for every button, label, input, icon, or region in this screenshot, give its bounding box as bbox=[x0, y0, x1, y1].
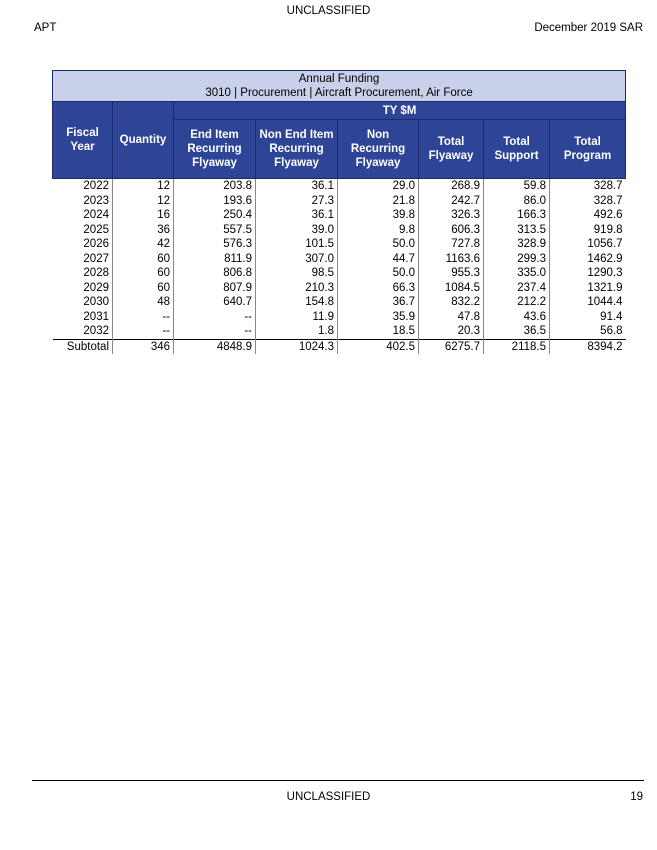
cell-fiscal-year: 2029 bbox=[83, 281, 109, 294]
program-name: APT bbox=[34, 22, 57, 34]
cell-total-program: 1321.9 bbox=[550, 281, 626, 296]
cell-fiscal-year: 2024 bbox=[83, 209, 109, 222]
cell-total-program: 1056.7 bbox=[550, 237, 626, 252]
cell-total-flyaway: 955.3 bbox=[419, 266, 484, 281]
table-row bbox=[53, 281, 626, 296]
table-row bbox=[53, 179, 626, 194]
cell-total-program: 328.7 bbox=[550, 179, 626, 194]
cell-total-program: 1462.9 bbox=[550, 252, 626, 267]
cell-end-item-recurring-flyaway: 811.9 bbox=[174, 252, 256, 267]
cell-end-item-recurring-flyaway: 640.7 bbox=[174, 295, 256, 310]
cell-non-recurring-flyaway: 66.3 bbox=[338, 281, 419, 296]
cell-fiscal-year: 2028 bbox=[83, 267, 109, 280]
cell-fiscal-year: 2027 bbox=[83, 252, 109, 265]
cell-non-recurring-flyaway: 50.0 bbox=[338, 237, 419, 252]
cell-quantity: 42 bbox=[113, 237, 174, 252]
cell-end-item-recurring-flyaway: 250.4 bbox=[174, 208, 256, 223]
column-header-fiscal-year: Fiscal Year bbox=[53, 102, 113, 179]
cell-non-recurring-flyaway: 9.8 bbox=[338, 223, 419, 238]
table-title-row bbox=[53, 71, 626, 88]
table-row bbox=[53, 324, 626, 339]
subtotal-quantity: 346 bbox=[113, 339, 174, 354]
cell-total-flyaway: 1084.5 bbox=[419, 281, 484, 296]
subtotal-total-program: 8394.2 bbox=[550, 339, 626, 354]
table-row bbox=[53, 252, 626, 267]
footer-divider bbox=[32, 780, 644, 781]
cell-total-support: 328.9 bbox=[484, 237, 550, 252]
table-title: Annual Funding bbox=[53, 71, 626, 88]
cell-quantity: -- bbox=[113, 324, 174, 339]
cell-total-support: 313.5 bbox=[484, 223, 550, 238]
column-header-end-item-recurring-flyaway: End Item Recurring Flyaway bbox=[174, 120, 256, 179]
cell-total-program: 1044.4 bbox=[550, 295, 626, 310]
column-header-non-recurring-flyaway: Non Recurring Flyaway bbox=[338, 120, 419, 179]
subtotal-end-item-recurring-flyaway: 4848.9 bbox=[174, 339, 256, 354]
table-row bbox=[53, 237, 626, 252]
cell-total-support: 237.4 bbox=[484, 281, 550, 296]
currency-header: TY $M bbox=[174, 102, 626, 120]
cell-quantity: 60 bbox=[113, 281, 174, 296]
cell-non-end-item-recurring-flyaway: 36.1 bbox=[256, 179, 338, 194]
cell-total-flyaway: 606.3 bbox=[419, 223, 484, 238]
top-classification-marking: UNCLASSIFIED bbox=[286, 5, 371, 17]
cell-quantity: 12 bbox=[113, 194, 174, 209]
cell-total-flyaway: 832.2 bbox=[419, 295, 484, 310]
cell-non-recurring-flyaway: 44.7 bbox=[338, 252, 419, 267]
cell-end-item-recurring-flyaway: 203.8 bbox=[174, 179, 256, 194]
cell-fiscal-year: 2025 bbox=[83, 223, 109, 236]
table-row bbox=[53, 223, 626, 238]
cell-total-flyaway: 1163.6 bbox=[419, 252, 484, 267]
cell-non-recurring-flyaway: 35.9 bbox=[338, 310, 419, 325]
cell-quantity: 36 bbox=[113, 223, 174, 238]
subtotal-total-support: 2118.5 bbox=[484, 339, 550, 354]
cell-total-flyaway: 20.3 bbox=[419, 324, 484, 339]
column-header-non-end-item-recurring-flyaway: Non End Item Recurring Flyaway bbox=[256, 120, 338, 179]
subtotal-non-end-item-recurring-flyaway: 1024.3 bbox=[256, 339, 338, 354]
column-header-total-program: Total Program bbox=[550, 120, 626, 179]
table-subtitle-row bbox=[53, 87, 626, 102]
cell-end-item-recurring-flyaway: 557.5 bbox=[174, 223, 256, 238]
table-body bbox=[53, 179, 626, 355]
cell-non-end-item-recurring-flyaway: 307.0 bbox=[256, 252, 338, 267]
cell-total-support: 212.2 bbox=[484, 295, 550, 310]
cell-quantity: -- bbox=[113, 310, 174, 325]
cell-end-item-recurring-flyaway: 807.9 bbox=[174, 281, 256, 296]
cell-fiscal-year: 2032 bbox=[83, 325, 109, 338]
cell-end-item-recurring-flyaway: -- bbox=[174, 324, 256, 339]
subtotal-label: Subtotal bbox=[53, 339, 113, 354]
cell-non-end-item-recurring-flyaway: 27.3 bbox=[256, 194, 338, 209]
subtotal-non-recurring-flyaway: 402.5 bbox=[338, 339, 419, 354]
cell-total-program: 56.8 bbox=[550, 324, 626, 339]
cell-total-support: 299.3 bbox=[484, 252, 550, 267]
cell-quantity: 60 bbox=[113, 266, 174, 281]
cell-non-end-item-recurring-flyaway: 11.9 bbox=[256, 310, 338, 325]
cell-end-item-recurring-flyaway: 806.8 bbox=[174, 266, 256, 281]
cell-total-flyaway: 326.3 bbox=[419, 208, 484, 223]
cell-total-support: 36.5 bbox=[484, 324, 550, 339]
cell-end-item-recurring-flyaway: -- bbox=[174, 310, 256, 325]
cell-total-flyaway: 47.8 bbox=[419, 310, 484, 325]
cell-fiscal-year: 2031 bbox=[83, 310, 109, 323]
subtotal-row bbox=[53, 339, 626, 354]
cell-non-end-item-recurring-flyaway: 101.5 bbox=[256, 237, 338, 252]
cell-end-item-recurring-flyaway: 576.3 bbox=[174, 237, 256, 252]
cell-total-program: 91.4 bbox=[550, 310, 626, 325]
cell-total-support: 86.0 bbox=[484, 194, 550, 209]
cell-total-flyaway: 727.8 bbox=[419, 237, 484, 252]
table-row bbox=[53, 208, 626, 223]
cell-non-recurring-flyaway: 39.8 bbox=[338, 208, 419, 223]
cell-end-item-recurring-flyaway: 193.6 bbox=[174, 194, 256, 209]
cell-total-flyaway: 268.9 bbox=[419, 179, 484, 194]
cell-fiscal-year: 2022 bbox=[83, 180, 109, 193]
cell-non-recurring-flyaway: 21.8 bbox=[338, 194, 419, 209]
cell-non-end-item-recurring-flyaway: 39.0 bbox=[256, 223, 338, 238]
annual-funding-table bbox=[52, 70, 626, 354]
report-date: December 2019 SAR bbox=[534, 22, 643, 34]
cell-non-recurring-flyaway: 36.7 bbox=[338, 295, 419, 310]
column-header-total-flyaway: Total Flyaway bbox=[419, 120, 484, 179]
cell-total-program: 1290.3 bbox=[550, 266, 626, 281]
cell-non-recurring-flyaway: 50.0 bbox=[338, 266, 419, 281]
cell-quantity: 60 bbox=[113, 252, 174, 267]
cell-quantity: 12 bbox=[113, 179, 174, 194]
cell-total-support: 59.8 bbox=[484, 179, 550, 194]
bottom-classification-marking: UNCLASSIFIED bbox=[286, 791, 371, 803]
cell-quantity: 16 bbox=[113, 208, 174, 223]
table-row bbox=[53, 310, 626, 325]
cell-fiscal-year: 2023 bbox=[83, 194, 109, 207]
table-subtitle: 3010 | Procurement | Aircraft Procurement, Air Force bbox=[53, 87, 626, 102]
table-row bbox=[53, 295, 626, 310]
table-row bbox=[53, 266, 626, 281]
cell-non-end-item-recurring-flyaway: 154.8 bbox=[256, 295, 338, 310]
cell-total-program: 492.6 bbox=[550, 208, 626, 223]
cell-non-end-item-recurring-flyaway: 1.8 bbox=[256, 324, 338, 339]
cell-fiscal-year: 2026 bbox=[83, 238, 109, 251]
cell-non-end-item-recurring-flyaway: 98.5 bbox=[256, 266, 338, 281]
cell-non-recurring-flyaway: 29.0 bbox=[338, 179, 419, 194]
cell-non-end-item-recurring-flyaway: 36.1 bbox=[256, 208, 338, 223]
cell-total-program: 328.7 bbox=[550, 194, 626, 209]
column-header-quantity: Quantity bbox=[113, 102, 174, 179]
cell-quantity: 48 bbox=[113, 295, 174, 310]
cell-non-recurring-flyaway: 18.5 bbox=[338, 324, 419, 339]
cell-total-program: 919.8 bbox=[550, 223, 626, 238]
table-row bbox=[53, 194, 626, 209]
column-header-total-support: Total Support bbox=[484, 120, 550, 179]
cell-fiscal-year: 2030 bbox=[83, 296, 109, 309]
cell-non-end-item-recurring-flyaway: 210.3 bbox=[256, 281, 338, 296]
cell-total-support: 166.3 bbox=[484, 208, 550, 223]
subtotal-total-flyaway: 6275.7 bbox=[419, 339, 484, 354]
cell-total-support: 335.0 bbox=[484, 266, 550, 281]
currency-header-row bbox=[53, 102, 626, 120]
page-number: 19 bbox=[630, 791, 643, 803]
cell-total-flyaway: 242.7 bbox=[419, 194, 484, 209]
cell-total-support: 43.6 bbox=[484, 310, 550, 325]
